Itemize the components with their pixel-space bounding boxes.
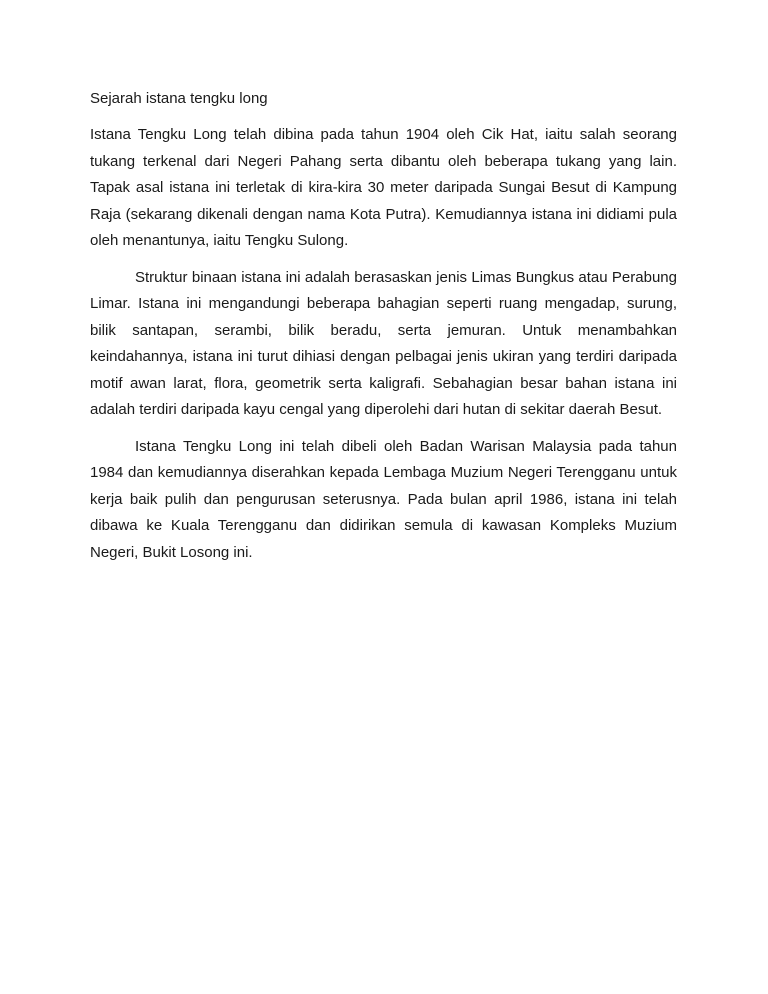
paragraph-structure: Struktur binaan istana ini adalah berasaskan jenis Limas Bungkus atau Perabung Limar. Istana ini mengandungi beberapa bahagian seperti ruang mengadap, surung, bilik santapan, serambi, bilik beradu, serta jemuran. Untuk menambahkan keindahannya, istana ini turut dihiasi dengan pelbagai jenis ukiran yang terdiri daripada motif awan larat, flora, geometrik serta kaligrafi. Sebahagian besar bahan istana ini adalah terdiri daripada kayu cengal yang diperolehi dari hutan di sekitar daerah Besut. (90, 268, 677, 418)
document-title: Sejarah istana tengku long (90, 90, 268, 107)
paragraph-history: Istana Tengku Long telah dibina pada tahun 1904 oleh Cik Hat, iaitu salah seorang tukang terkenal dari Negeri Pahang serta dibantu oleh beberapa tukang yang lain. Tapak asal istana ini terletak di kira-kira 30 meter daripada Sungai Besut di Kampung Raja (sekarang dikenali dengan nama Kota Putra). Kemudiannya istana ini didiami pula oleh menantunya, iaitu Tengku Sulong. (90, 126, 677, 249)
paragraph-relocation: Istana Tengku Long ini telah dibeli oleh Badan Warisan Malaysia pada tahun 1984 dan kemudiannya diserahkan kepada Lembaga Muzium Negeri Terengganu untuk kerja baik pulih dan pengurusan seterusnya. Pada bulan april 1986, istana ini telah dibawa ke Kuala Terengganu dan didirikan semula di kawasan Kompleks Muzium Negeri, Bukit Losong ini. (90, 437, 677, 561)
document-body (90, 86, 677, 576)
